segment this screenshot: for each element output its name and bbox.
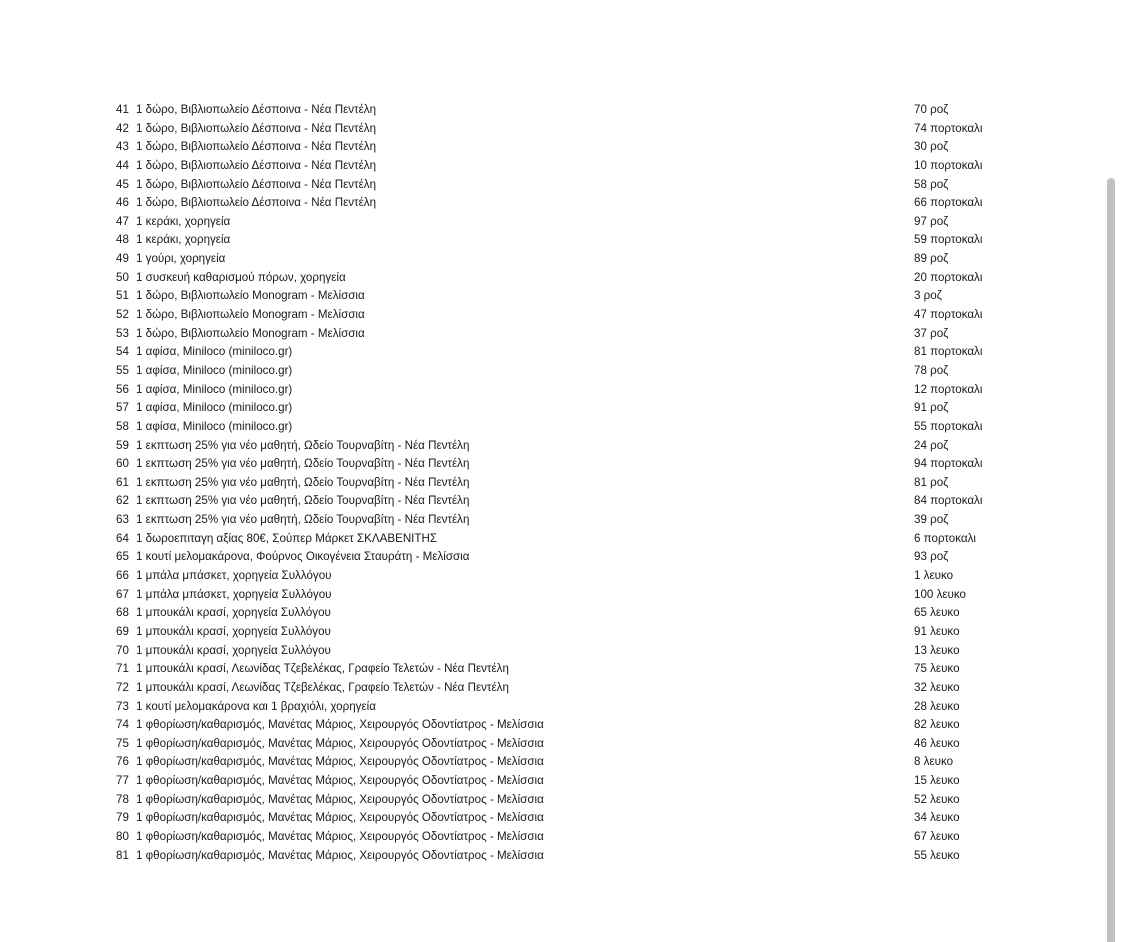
item-number: 52 xyxy=(116,308,129,322)
item-ticket: 91 ροζ xyxy=(914,401,949,415)
item-ticket: 66 πορτοκαλι xyxy=(914,196,983,210)
item-description: 1 μπουκάλι κρασί, Λεωνίδας Τζεβελέκας, Γραφείο Τελετών - Νέα Πεντέλη xyxy=(136,680,509,694)
item-number: 41 xyxy=(116,103,129,116)
list-item xyxy=(110,474,1010,493)
list-item xyxy=(110,325,1010,344)
list-item xyxy=(110,548,1010,567)
scrollbar-thumb[interactable] xyxy=(1107,178,1115,942)
list-item xyxy=(110,381,1010,400)
list-item xyxy=(110,623,1010,642)
item-number: 69 xyxy=(116,624,129,638)
list-item xyxy=(110,847,1010,866)
item-ticket: 74 πορτοκαλι xyxy=(914,121,983,135)
item-ticket: 15 λευκο xyxy=(914,774,960,788)
list-item xyxy=(110,287,1010,306)
list-item xyxy=(110,269,1010,288)
item-ticket: 34 λευκο xyxy=(914,811,960,825)
list-item xyxy=(110,437,1010,456)
item-description: 1 κουτί μελομακάρονα και 1 βραχιόλι, χορηγεία xyxy=(136,699,376,713)
item-ticket: 89 ροζ xyxy=(914,252,949,266)
item-number: 56 xyxy=(116,382,129,396)
item-number: 57 xyxy=(116,401,129,415)
list-item xyxy=(110,138,1010,157)
item-description: 1 εκπτωση 25% για νέο μαθητή, Ωδείο Τουρναβίτη - Νέα Πεντέλη xyxy=(136,475,470,489)
item-description: 1 φθορίωση/καθαρισμός, Μανέτας Μάριος, Χειρουργός Οδοντίατρος - Μελίσσια xyxy=(136,774,544,788)
item-ticket: 82 λευκο xyxy=(914,718,960,732)
item-ticket: 30 ροζ xyxy=(914,140,949,154)
item-number: 48 xyxy=(116,233,129,247)
item-ticket: 81 ροζ xyxy=(914,475,949,489)
item-number: 46 xyxy=(116,196,129,210)
item-number: 75 xyxy=(116,736,129,750)
list-item xyxy=(110,735,1010,754)
item-description: 1 γούρι, χορηγεία xyxy=(136,252,226,266)
list-item xyxy=(110,586,1010,605)
item-ticket: 84 πορτοκαλι xyxy=(914,494,983,508)
item-description: 1 δώρο, Βιβλιοπωλείο Δέσποινα - Νέα Πεντέλη xyxy=(136,121,377,135)
item-number: 54 xyxy=(116,345,129,359)
list-item xyxy=(110,716,1010,735)
item-ticket: 46 λευκο xyxy=(914,736,960,750)
item-description: 1 αφίσα, Miniloco (miniloco.gr) xyxy=(136,419,293,433)
item-number: 45 xyxy=(116,177,129,191)
item-number: 77 xyxy=(116,774,129,788)
item-description: 1 φθορίωση/καθαρισμός, Μανέτας Μάριος, Χειρουργός Οδοντίατρος - Μελίσσια xyxy=(136,755,544,769)
item-description: 1 μπάλα μπάσκετ, χορηγεία Συλλόγου xyxy=(136,569,332,583)
item-description: 1 δώρο, Βιβλιοπωλείο Monogram - Μελίσσια xyxy=(136,326,365,340)
item-description: 1 κεράκι, χορηγεία xyxy=(136,233,231,247)
item-description: 1 δώρο, Βιβλιοπωλείο Δέσποινα - Νέα Πεντέλη xyxy=(136,158,377,172)
item-ticket: 32 λευκο xyxy=(914,680,960,694)
item-number: 42 xyxy=(116,121,129,135)
item-number: 62 xyxy=(116,494,129,508)
item-description: 1 δώρο, Βιβλιοπωλείο Δέσποινα - Νέα Πεντέλη xyxy=(136,196,377,210)
list-item xyxy=(110,176,1010,195)
item-ticket: 52 λευκο xyxy=(914,792,960,806)
item-number: 81 xyxy=(116,848,129,862)
list-item xyxy=(110,791,1010,810)
item-description: 1 μπουκάλι κρασί, Λεωνίδας Τζεβελέκας, Γραφείο Τελετών - Νέα Πεντέλη xyxy=(136,662,509,676)
item-number: 72 xyxy=(116,680,129,694)
list-item xyxy=(110,660,1010,679)
item-description: 1 δώρο, Βιβλιοπωλείο Δέσποινα - Νέα Πεντέλη xyxy=(136,177,377,191)
item-description: 1 αφίσα, Miniloco (miniloco.gr) xyxy=(136,401,293,415)
list-item xyxy=(110,698,1010,717)
item-ticket: 78 ροζ xyxy=(914,363,949,377)
item-description: 1 δωροεπιταγη αξίας 80€, Σούπερ Μάρκετ ΣΚΛΑΒΕΝΙΤΗΣ xyxy=(136,531,438,545)
item-ticket: 94 πορτοκαλι xyxy=(914,457,983,471)
item-number: 51 xyxy=(116,289,129,303)
item-ticket: 55 πορτοκαλι xyxy=(914,419,983,433)
item-description: 1 αφίσα, Miniloco (miniloco.gr) xyxy=(136,382,293,396)
list-item xyxy=(110,194,1010,213)
item-number: 47 xyxy=(116,214,129,228)
list-item xyxy=(110,567,1010,586)
item-number: 64 xyxy=(116,531,129,545)
item-description: 1 φθορίωση/καθαρισμός, Μανέτας Μάριος, Χειρουργός Οδοντίατρος - Μελίσσια xyxy=(136,718,544,732)
item-description: 1 εκπτωση 25% για νέο μαθητή, Ωδείο Τουρναβίτη - Νέα Πεντέλη xyxy=(136,513,470,527)
item-ticket: 37 ροζ xyxy=(914,326,949,340)
item-ticket: 70 ροζ xyxy=(914,103,949,116)
list-item xyxy=(110,120,1010,139)
list-item xyxy=(110,343,1010,362)
item-ticket: 13 λευκο xyxy=(914,643,960,657)
item-description: 1 συσκευή καθαρισμού πόρων, χορηγεία xyxy=(136,270,346,284)
item-ticket: 97 ροζ xyxy=(914,214,949,228)
item-ticket: 100 λευκο xyxy=(914,587,966,601)
item-number: 44 xyxy=(116,158,129,172)
list-item xyxy=(110,362,1010,381)
item-ticket: 65 λευκο xyxy=(914,606,960,620)
item-ticket: 67 λευκο xyxy=(914,829,960,843)
list-item xyxy=(110,455,1010,474)
item-ticket: 8 λευκο xyxy=(914,755,954,769)
list-item xyxy=(110,809,1010,828)
list-item xyxy=(110,101,1010,120)
item-description: 1 κουτί μελομακάρονα, Φούρνος Οικογένεια Σταυράτη - Μελίσσια xyxy=(136,550,470,564)
item-description: 1 μπουκάλι κρασί, χορηγεία Συλλόγου xyxy=(136,643,331,657)
item-description: 1 εκπτωση 25% για νέο μαθητή, Ωδείο Τουρναβίτη - Νέα Πεντέλη xyxy=(136,438,470,452)
item-number: 76 xyxy=(116,755,129,769)
list-item xyxy=(110,250,1010,269)
item-description: 1 φθορίωση/καθαρισμός, Μανέτας Μάριος, Χειρουργός Οδοντίατρος - Μελίσσια xyxy=(136,792,544,806)
item-ticket: 81 πορτοκαλι xyxy=(914,345,983,359)
item-number: 79 xyxy=(116,811,129,825)
item-ticket: 20 πορτοκαλι xyxy=(914,270,983,284)
item-description: 1 δώρο, Βιβλιοπωλείο Monogram - Μελίσσια xyxy=(136,289,365,303)
vertical-scrollbar[interactable] xyxy=(1107,178,1115,942)
list-item xyxy=(110,642,1010,661)
item-ticket: 39 ροζ xyxy=(914,513,949,527)
list-item xyxy=(110,213,1010,232)
item-ticket: 10 πορτοκαλι xyxy=(914,158,983,172)
list-item xyxy=(110,418,1010,437)
item-number: 74 xyxy=(116,718,129,732)
list-item xyxy=(110,679,1010,698)
item-number: 71 xyxy=(116,662,129,676)
item-description: 1 φθορίωση/καθαρισμός, Μανέτας Μάριος, Χειρουργός Οδοντίατρος - Μελίσσια xyxy=(136,736,544,750)
item-description: 1 φθορίωση/καθαρισμός, Μανέτας Μάριος, Χειρουργός Οδοντίατρος - Μελίσσια xyxy=(136,829,544,843)
item-description: 1 αφίσα, Miniloco (miniloco.gr) xyxy=(136,345,293,359)
item-ticket: 6 πορτοκαλι xyxy=(914,531,976,545)
item-ticket: 3 ροζ xyxy=(914,289,942,303)
item-ticket: 1 λευκο xyxy=(914,569,954,583)
list-item xyxy=(110,492,1010,511)
item-description: 1 μπουκάλι κρασί, χορηγεία Συλλόγου xyxy=(136,624,331,638)
item-ticket: 91 λευκο xyxy=(914,624,960,638)
item-number: 80 xyxy=(116,829,129,843)
list-item xyxy=(110,530,1010,549)
item-ticket: 58 ροζ xyxy=(914,177,949,191)
item-description: 1 δώρο, Βιβλιοπωλείο Δέσποινα - Νέα Πεντέλη xyxy=(136,103,377,116)
item-description: 1 μπάλα μπάσκετ, χορηγεία Συλλόγου xyxy=(136,587,332,601)
item-description: 1 κεράκι, χορηγεία xyxy=(136,214,231,228)
item-ticket: 55 λευκο xyxy=(914,848,960,862)
item-description: 1 δώρο, Βιβλιοπωλείο Δέσποινα - Νέα Πεντέλη xyxy=(136,140,377,154)
item-number: 63 xyxy=(116,513,129,527)
list-item xyxy=(110,306,1010,325)
item-ticket: 75 λευκο xyxy=(914,662,960,676)
item-ticket: 59 πορτοκαλι xyxy=(914,233,983,247)
list-item xyxy=(110,604,1010,623)
item-ticket: 93 ροζ xyxy=(914,550,949,564)
item-number: 50 xyxy=(116,270,129,284)
item-number: 43 xyxy=(116,140,129,154)
list-item xyxy=(110,511,1010,530)
item-ticket: 28 λευκο xyxy=(914,699,960,713)
item-number: 70 xyxy=(116,643,129,657)
item-number: 61 xyxy=(116,475,129,489)
list-item xyxy=(110,399,1010,418)
item-ticket: 47 πορτοκαλι xyxy=(914,308,983,322)
item-number: 68 xyxy=(116,606,129,620)
item-number: 59 xyxy=(116,438,129,452)
prize-list xyxy=(110,101,1010,865)
item-number: 67 xyxy=(116,587,129,601)
item-number: 49 xyxy=(116,252,129,266)
item-number: 55 xyxy=(116,363,129,377)
item-description: 1 εκπτωση 25% για νέο μαθητή, Ωδείο Τουρναβίτη - Νέα Πεντέλη xyxy=(136,457,470,471)
item-number: 53 xyxy=(116,326,129,340)
item-description: 1 αφίσα, Miniloco (miniloco.gr) xyxy=(136,363,293,377)
item-number: 60 xyxy=(116,457,129,471)
item-description: 1 δώρο, Βιβλιοπωλείο Monogram - Μελίσσια xyxy=(136,308,365,322)
item-description: 1 φθορίωση/καθαρισμός, Μανέτας Μάριος, Χειρουργός Οδοντίατρος - Μελίσσια xyxy=(136,848,544,862)
item-number: 73 xyxy=(116,699,129,713)
item-number: 78 xyxy=(116,792,129,806)
item-number: 65 xyxy=(116,550,129,564)
item-description: 1 φθορίωση/καθαρισμός, Μανέτας Μάριος, Χειρουργός Οδοντίατρος - Μελίσσια xyxy=(136,811,544,825)
list-item xyxy=(110,231,1010,250)
item-description: 1 εκπτωση 25% για νέο μαθητή, Ωδείο Τουρναβίτη - Νέα Πεντέλη xyxy=(136,494,470,508)
list-item xyxy=(110,772,1010,791)
list-item xyxy=(110,828,1010,847)
item-ticket: 24 ροζ xyxy=(914,438,949,452)
item-number: 66 xyxy=(116,569,129,583)
list-item xyxy=(110,157,1010,176)
item-ticket: 12 πορτοκαλι xyxy=(914,382,983,396)
item-number: 58 xyxy=(116,419,129,433)
item-description: 1 μπουκάλι κρασί, χορηγεία Συλλόγου xyxy=(136,606,331,620)
list-item xyxy=(110,753,1010,772)
